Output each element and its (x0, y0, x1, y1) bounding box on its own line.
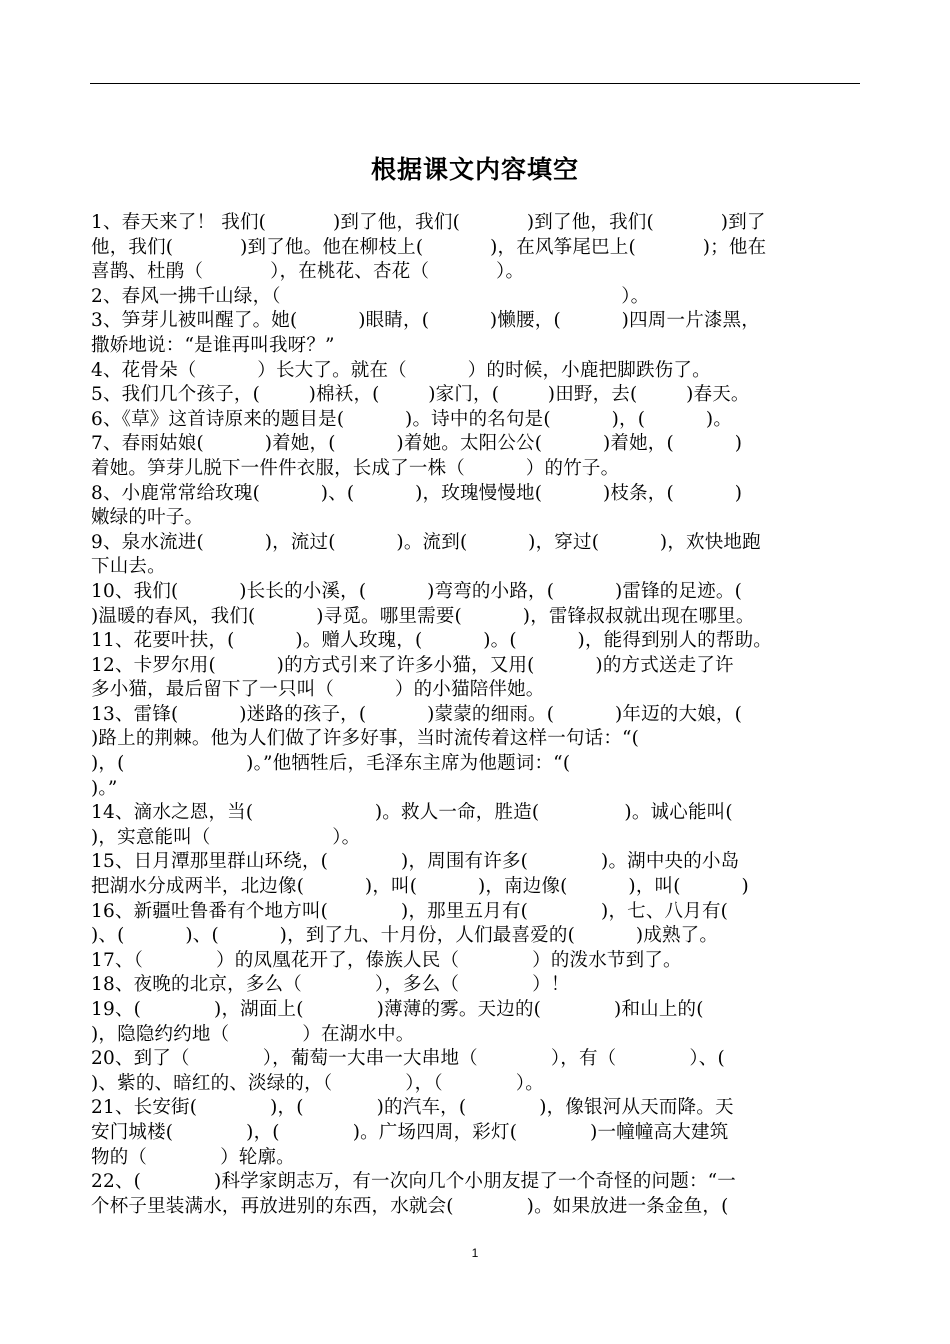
text-line: )、紫的、暗红的、淡绿的，（ ），（ ）。 (91, 1072, 544, 1094)
text-line: 撒娇地说：“是谁再叫我呀？” (91, 334, 335, 356)
text-line: 19、( )，湖面上( )薄薄的雾。天边的( )和山上的( (91, 999, 704, 1020)
text-line: 10、我们( )长长的小溪，( )弯弯的小路，( )雷锋的足迹。( (91, 580, 742, 602)
text-line: 嫩绿的叶子。 (91, 507, 204, 529)
text-line: 18、夜晚的北京，多么（ ），多么（ ）！ (91, 974, 570, 996)
text-line: 把湖水分成两半，北边像( )，叫( )，南边像( )，叫( ) (91, 876, 749, 898)
exercise-list (91, 211, 861, 1219)
text-line: 6、《草》这首诗原来的题目是( )。诗中的名句是( )，( )。 (91, 408, 733, 430)
text-line: 下山去。 (91, 556, 166, 578)
text-line: 2、春风一拂千山绿，（ ）。 (91, 285, 650, 307)
text-line: 喜鹊、杜鹃（ ），在桃花、杏花（ ）。 (91, 261, 525, 283)
text-line: 5、我们几个孩子，( )棉袄，( )家门，( )田野，去( )春天。 (91, 384, 750, 406)
text-line: )。” (91, 777, 118, 799)
text-line: 15、日月潭那里群山环绕，( )，周围有许多( )。湖中央的小岛 (91, 851, 740, 873)
text-line: 17、（ ）的凤凰花开了，傣族人民（ ）的泼水节到了。 (91, 949, 682, 971)
text-line: 11、花要叶扶，( )。赠人玫瑰，( )。( )，能得到别人的帮助。 (91, 630, 772, 652)
text-line: 多小猫，最后留下了一只叫（ ）的小猫陪伴她。 (91, 679, 545, 701)
text-line: 12、卡罗尔用( )的方式引来了许多小猫，又用( )的方式送走了许 (91, 654, 734, 676)
text-line: 13、雷锋( )迷路的孩子，( )蒙蒙的细雨。( )年迈的大娘，( (91, 703, 742, 725)
text-line: 4、花骨朵（ ）长大了。就在（ ）的时候，小鹿把脚跌伤了。 (91, 359, 711, 381)
text-line: 8、小鹿常常给玫瑰( )、( )，玫瑰慢慢地( )枝条，( ) (91, 482, 743, 504)
text-line: 22、( )科学家朗志万，有一次向几个小朋友提了一个奇怪的问题：“一 (91, 1171, 737, 1193)
page-title: 根据课文内容填空 (370, 155, 579, 184)
text-line: 安门城楼( )，( )。广场四周，彩灯( )一幢幢高大建筑 (91, 1121, 729, 1143)
text-line: 着她。笋芽儿脱下一件件衣服，长成了一株（ ）的竹子。 (91, 457, 620, 479)
page-number: 1 (471, 1246, 479, 1260)
text-line: 21、长安街( )，( )的汽车，( )，像银河从天而降。天 (91, 1097, 734, 1119)
text-line: )，隐隐约约地（ ）在湖水中。 (91, 1023, 415, 1045)
text-line: 个杯子里装满水，再放进别的东西，水就会( )。如果放进一条金鱼，( (91, 1195, 729, 1217)
text-line: 20、到了（ ），葡萄一大串一大串地（ ），有（ ）、( (91, 1048, 725, 1070)
text-line: )、( )、( )，到了九、十月份，人们最喜爱的( )成熟了。 (91, 925, 719, 947)
text-line: 9、泉水流进( )，流过( )。流到( )，穿过( )，欢快地跑 (91, 531, 761, 553)
text-line: 3、笋芽儿被叫醒了。她( )眼睛，( )懒腰，( )四周一片漆黑， (91, 310, 760, 332)
text-line: 他，我们( )到了他。他在柳枝上( )，在风筝尾巴上( )；他在 (91, 236, 767, 258)
text-line: 1、春天来了！ 我们( )到了他，我们( )到了他，我们( )到了 (91, 212, 766, 233)
text-line: 7、春雨姑娘( )着她，( )着她。太阳公公( )着她，( ) (91, 433, 743, 455)
text-line: )温暖的春风，我们( )寻觅。哪里需要( )，雷锋叔叔就出现在哪里。 (91, 605, 755, 627)
text-line: 物的（ ）轮廓。 (91, 1146, 295, 1168)
text-line: 14、滴水之恩，当( )。救人一命，胜造( )。诚心能叫( (91, 802, 733, 824)
text-line: )，实意能叫（ ）。 (91, 826, 361, 848)
text-line: )路上的荆棘。他为人们做了许多好事，当时流传着这样一句话：“( (91, 728, 640, 750)
header-rule (90, 83, 860, 84)
text-line: 16、新疆吐鲁番有个地方叫( )，那里五月有( )，七、八月有( (91, 900, 729, 922)
text-line: )，( )。”他牺牲后，毛泽东主席为他题词：“( (91, 753, 571, 775)
